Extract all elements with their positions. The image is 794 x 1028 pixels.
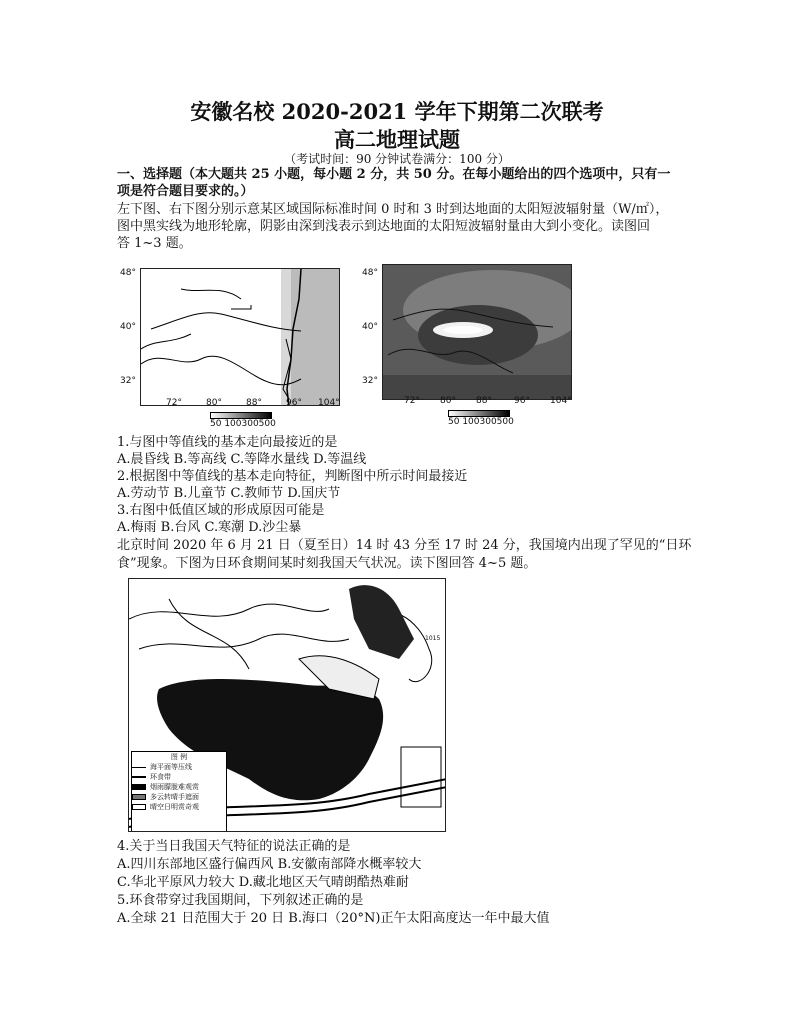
map-right-shading	[383, 265, 572, 400]
legend-item: 烟雨朦胧难观赏	[132, 782, 226, 792]
question-5-options: A.全球 21 日范围大于 20 日 B.海口（20°N)正午太阳高度达一年中最大值	[117, 911, 550, 926]
legend-item: 环食带	[132, 772, 226, 782]
lon-label: 88°	[246, 398, 262, 408]
map-frame-right	[382, 264, 572, 400]
title-line2: 高二地理试题	[334, 127, 460, 152]
intro-line-b: 图中黑实线为地形轮廓，阴影由深到浅表示到达地面的太阳短波辐射量由大到小变化。读图回	[117, 219, 651, 234]
section-heading-a: 一、选择题（本大题共 25 小题，每小题 2 分，共 50 分。在每小题给出的四个选项中，只有一	[117, 167, 671, 182]
scale-label: 50 100300500	[448, 417, 514, 427]
figure-left-map	[118, 262, 346, 430]
scale-label: 50 100300500	[210, 419, 276, 429]
scale-bar	[210, 412, 272, 419]
isobar-label: 1015	[425, 635, 441, 642]
lat-label: 40°	[362, 322, 378, 332]
scale-bar	[448, 410, 510, 417]
weather-map	[128, 578, 446, 832]
lon-label: 72°	[404, 396, 420, 406]
lon-label: 72°	[166, 398, 182, 408]
question-2-options: A.劳动节 B.儿童节 C.教师节 D.国庆节	[117, 486, 341, 501]
lon-label: 88°	[476, 396, 492, 406]
lon-label: 96°	[286, 398, 302, 408]
question-5: 5.环食带穿过我国期间，下列叙述正确的是	[117, 893, 364, 908]
legend-item: 晴空日明赏奇观	[132, 802, 226, 812]
map-frame-left	[140, 268, 340, 406]
question-4-options-a: A.四川东部地区盛行偏西风 B.安徽南部降水概率较大	[117, 857, 422, 872]
lat-label: 32°	[362, 376, 378, 386]
intro-line-a: 左下图、右下图分别示意某区域国际标准时间 0 时和 3 时到达地面的太阳短波辐射量（W/㎡），	[117, 202, 669, 217]
question-3: 3.右图中低值区域的形成原因可能是	[117, 503, 325, 518]
exam-info: （考试时间：90 分钟试卷满分：100 分）	[284, 152, 510, 166]
question-2: 2.根据图中等值线的基本走向特征，判断图中所示时间最接近	[117, 469, 468, 484]
legend-item: 海平面等压线	[132, 762, 226, 772]
weather-map-legend	[131, 751, 227, 832]
intro-line-c: 答 1~3 题。	[117, 236, 192, 251]
lat-label: 48°	[120, 268, 136, 278]
section-heading-b: 项是符合题目要求的。）	[117, 184, 254, 199]
figure-right-map	[360, 262, 590, 430]
intro2-line-a: 北京时间 2020 年 6 月 21 日（夏至日）14 时 43 分至 17 时 24 分，我国境内出现了罕见的“日环	[117, 538, 692, 553]
intro2-line-b: 食”现象。下图为日环食期间某时刻我国天气状况。读下图回答 4~5 题。	[117, 556, 537, 571]
lon-label: 80°	[206, 398, 222, 408]
lon-label: 104°	[550, 396, 572, 406]
map-left-contours	[141, 269, 340, 406]
title-line1: 安徽名校 2020-2021 学年下期第二次联考	[190, 99, 604, 124]
question-1-options: A.晨昏线 B.等高线 C.等降水量线 D.等温线	[117, 452, 367, 467]
lon-label: 104°	[318, 398, 340, 408]
lat-label: 48°	[362, 268, 378, 278]
question-1: 1.与图中等值线的基本走向最接近的是	[117, 435, 338, 450]
legend-item: 多云转晴手遮面	[132, 792, 226, 802]
question-3-options: A.梅雨 B.台风 C.寒潮 D.沙尘暴	[117, 520, 302, 535]
lat-label: 32°	[120, 376, 136, 386]
legend-title: 图 例	[170, 753, 188, 761]
lat-label: 40°	[120, 322, 136, 332]
question-4-options-b: C.华北平原风力较大 D.藏北地区天气晴朗酷热难耐	[117, 875, 409, 890]
lon-label: 80°	[440, 396, 456, 406]
lon-label: 96°	[514, 396, 530, 406]
question-4: 4.关于当日我国天气特征的说法正确的是	[117, 839, 351, 854]
